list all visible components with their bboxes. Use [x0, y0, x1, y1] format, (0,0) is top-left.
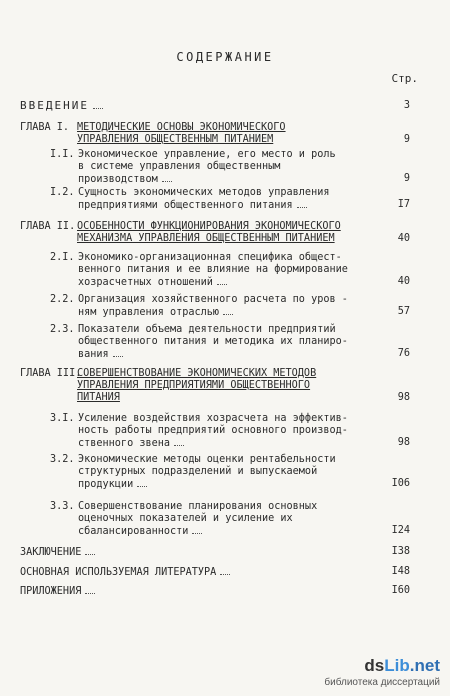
toc-entry-line: хозрасчетных отношений	[78, 276, 380, 289]
toc-entry-text	[78, 454, 380, 491]
toc-entry-line: ственного звена	[78, 437, 380, 450]
toc-entry-line: Экономические методы оценки рентабельности	[78, 454, 336, 465]
toc-entry-line: ВВЕДЕНИЕ	[20, 100, 380, 112]
toc-entry-line: ПРИЛОЖЕНИЯ	[20, 585, 380, 598]
toc-entry-text	[78, 294, 380, 319]
toc-entry-text	[77, 368, 380, 404]
toc-entry-label: 3.2.	[50, 454, 75, 465]
toc-entry-text	[78, 413, 380, 450]
toc-page-number: 76	[397, 348, 410, 359]
toc-entry-line: Сущность экономических методов управления	[78, 187, 330, 198]
toc-page-number: I24	[391, 525, 410, 536]
toc-entry-text	[78, 252, 380, 289]
toc-page-number: I48	[391, 566, 410, 577]
toc-page-number: I60	[391, 585, 410, 596]
toc-entry-line: МЕТОДИЧЕСКИЕ ОСНОВЫ ЭКОНОМИЧЕСКОГО	[77, 122, 286, 133]
toc-entry-line: ПИТАНИЯ	[77, 392, 120, 403]
toc-entry-text	[77, 122, 380, 146]
toc-entry-label: I.I.	[50, 149, 75, 160]
toc-entry-line: ОСНОВНАЯ ИСПОЛЬЗУЕМАЯ ЛИТЕРАТУРА	[20, 566, 380, 579]
leader-dots	[113, 348, 123, 357]
toc-entry-line: ОСОБЕННОСТИ ФУНКЦИОНИРОВАНИЯ ЭКОНОМИЧЕСКОГО	[77, 221, 341, 232]
leader-dots	[297, 199, 307, 208]
page-column-header: Стр.	[391, 72, 418, 85]
toc-entry-line: Экономическое управление, его место и роль	[78, 149, 336, 160]
watermark-logo: dsLib.net	[364, 656, 440, 675]
toc-page-number: I38	[391, 546, 410, 557]
toc-entry-label: 3.3.	[50, 501, 75, 512]
toc-entry-line: УПРАВЛЕНИЯ ОБЩЕСТВЕННЫМ ПИТАНИЕМ	[77, 134, 274, 145]
leader-dots	[162, 173, 172, 182]
toc-entry-label: ГЛАВА I.	[20, 122, 70, 133]
leader-dots	[223, 306, 233, 315]
leader-dots	[85, 585, 95, 594]
toc-entry-line: Совершенствование планирования основных	[78, 501, 318, 512]
toc-entry-text	[20, 566, 380, 579]
toc-entry-text	[78, 187, 380, 212]
toc-entry-text	[20, 100, 380, 112]
toc-entry-line: общественного питания и методика их планиро-	[78, 336, 348, 347]
toc-entry-label: I.2.	[50, 187, 75, 198]
leader-dots	[192, 525, 202, 534]
toc-entry-line: ность работы предприятий основного производ-	[78, 425, 348, 436]
toc-entry-text	[77, 221, 380, 245]
toc-entry-line: вания	[78, 348, 380, 361]
toc-entry-line: Экономико-организационная специфика общест-	[78, 252, 342, 263]
toc-entry-text	[78, 324, 380, 361]
toc-entry-line: сбалансированности	[78, 525, 380, 538]
toc-entry-line: СОВЕРШЕНСТВОВАНИЕ ЭКОНОМИЧЕСКИХ МЕТОДОВ	[77, 368, 317, 379]
toc-entry-line: венного питания и ее влияние на формирование	[78, 264, 348, 275]
toc-entry-line: продукции	[78, 478, 380, 491]
toc-entry-label: 2.3.	[50, 324, 75, 335]
toc-page-number: 57	[397, 306, 410, 317]
page-title: СОДЕРЖАНИЕ	[176, 50, 274, 64]
toc-entry-label: ГЛАВА III.	[20, 368, 82, 379]
toc-entry-line: УПРАВЛЕНИЯ ПРЕДПРИЯТИЯМИ ОБЩЕСТВЕННОГО	[77, 380, 311, 391]
toc-entry-text	[78, 501, 380, 538]
toc-entry-line: структурных подразделений и выпускаемой	[78, 466, 318, 477]
leader-dots	[220, 566, 230, 575]
toc-page-number: 9	[403, 173, 410, 184]
leader-dots	[137, 478, 147, 487]
toc-entry-line: МЕХАНИЗМА УПРАВЛЕНИЯ ОБЩЕСТВЕННЫМ ПИТАНИЕМ	[77, 233, 335, 244]
toc-entry-text	[20, 546, 380, 559]
toc-page-number: 3	[403, 100, 410, 111]
toc-page-number: 9	[403, 134, 410, 145]
watermark-subtitle: библиотека диссертаций	[324, 677, 440, 688]
toc-page-number: 98	[397, 437, 410, 448]
leader-dots	[85, 546, 95, 555]
toc-entry-label: 2.I.	[50, 252, 75, 263]
toc-entry-label: ГЛАВА II.	[20, 221, 76, 232]
toc-entry-line: производством	[78, 173, 380, 186]
leader-dots	[217, 276, 227, 285]
toc-entry-line: предприятиями общественного питания	[78, 199, 380, 212]
toc-entry-line: ЗАКЛЮЧЕНИЕ	[20, 546, 380, 559]
toc-page-number: 40	[397, 233, 410, 244]
toc-entry-line: в системе управления общественным	[78, 161, 281, 172]
toc-entry-line: Показатели объема деятельности предприятий	[78, 324, 336, 335]
toc-entry-line: Организация хозяйственного расчета по уров -	[78, 294, 348, 305]
watermark	[324, 656, 440, 688]
toc-entry-text	[20, 585, 380, 598]
toc-page-number: I06	[391, 478, 410, 489]
toc-page-number: 98	[397, 392, 410, 403]
toc-entry-label: 2.2.	[50, 294, 75, 305]
toc-page-number: 40	[397, 276, 410, 287]
leader-dots	[174, 437, 184, 446]
toc-entry-line: Усиление воздействия хозрасчета на эффектив-	[78, 413, 348, 424]
leader-dots	[93, 100, 103, 109]
toc-entry-line: оценочных показателей и усиление их	[78, 513, 293, 524]
toc-entry-label: 3.I.	[50, 413, 75, 424]
toc-entry-line: ням управления отраслью	[78, 306, 380, 319]
toc-entry-text	[78, 149, 380, 186]
toc-page-number: I7	[397, 199, 410, 210]
